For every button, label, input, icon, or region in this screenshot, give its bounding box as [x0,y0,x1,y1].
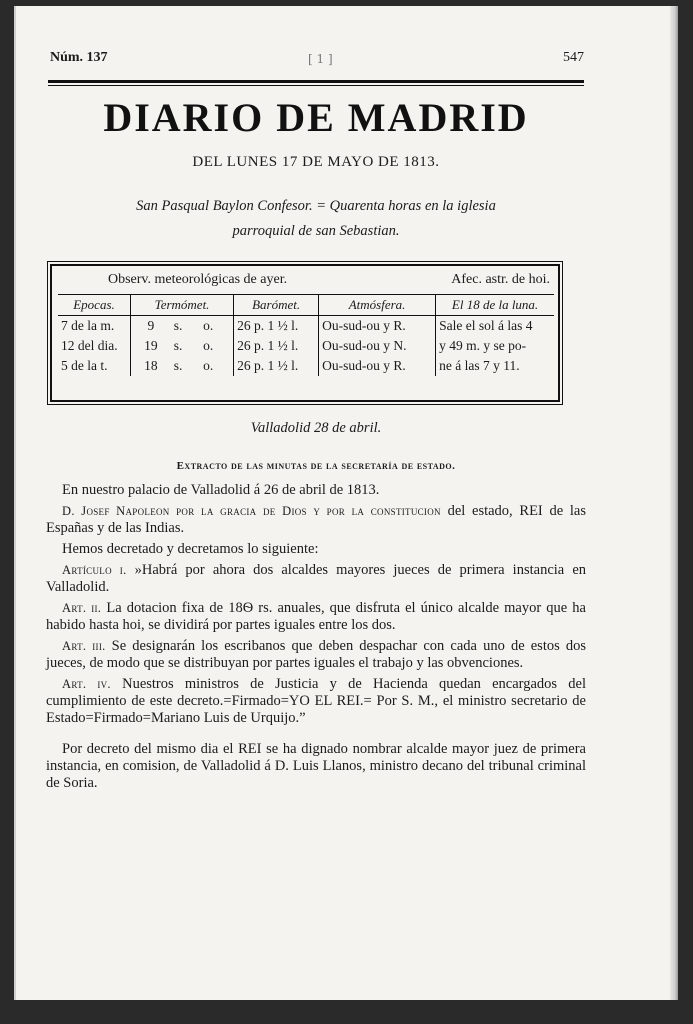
cell-scale: s. [173,358,183,373]
header-rule [48,80,584,86]
col-termometro: Termómet. [131,295,234,316]
king-title: D. Josef Napoleon por la gracia de Dios y por la constitucion [62,504,441,518]
cell-epoca: 12 del dia. [61,338,118,353]
cell-sign: o. [203,338,214,353]
cell-atmosphere: Ou-sud-ou y R. [319,316,436,337]
dateline-location: Valladolid 28 de abril. [250,420,382,436]
newspaper-page [14,6,678,1000]
cell-sign: o. [203,318,214,333]
table-row [58,356,554,376]
issue-number: Núm. 137 [50,50,108,65]
king-realm: del estado, REI de las Españas y de las Indias. [46,503,587,536]
weather-table [58,294,554,376]
page-number: 547 [563,50,584,65]
article-3-text: Se designarán los escribanos que deben despachar con cada uno de estos dos jueces, de modo que se distribuyan por partes iguales el trabajo y las obvenciones. [46,638,586,671]
article-4 [46,676,586,727]
table-row [58,336,554,356]
cell-temp: 9 [131,316,171,337]
article-body [46,482,586,796]
running-header [46,42,586,64]
cell-epoca: 7 de la m. [61,318,115,333]
paragraph-palace: En nuestro palacio de Valladolid á 26 de abril de 1813. [62,482,380,498]
cell-temp: 18 [131,356,171,376]
article-1 [46,562,586,596]
saint-of-day [46,194,586,244]
cell-epoca: 5 de la t. [61,358,108,373]
article-2-text: La dotacion fixa de 18Ѳ rs. anuales, que disfruta el único alcalde mayor que ha habido hasta hoi, se dividirá por partes iguales entre los dos. [46,600,586,633]
cell-astro: y 49 m. y se po- [436,336,554,356]
article-3 [46,638,586,672]
article-2-label: Art. ii. [62,601,102,615]
article-4-text: Nuestros ministros de Justicia y de Hacienda quedan encargados del cumplimiento de este decreto.=Firmado=YO EL REI.= Por S. M., el ministro secretario de Estado=Firmado=Mariano Luis de Urquijo.” [46,676,587,726]
col-luna: El 18 de la luna. [436,295,554,316]
cell-temp: 19 [131,336,171,356]
cell-barometer: 26 p. 1 ½ l. [234,356,319,376]
saint-line-2: parroquial de san Sebastian. [232,223,400,239]
col-atmosfera: Atmósfera. [319,295,436,316]
masthead-title: DIARIO DE MADRID [103,95,529,140]
cell-atmosphere: Ou-sud-ou y R. [319,356,436,376]
paragraph-decree: Hemos decretado y decretamos lo siguiente: [62,541,319,557]
article-2 [46,600,586,634]
paragraph-appointment: Por decreto del mismo dia el REI se ha dignado nombrar alcalde mayor juez de primera instancia, en comision, de Valladolid á D. Luis Llanos, ministro decano del tribunal criminal de Soria. [46,741,586,791]
cell-atmosphere: Ou-sud-ou y N. [319,336,436,356]
cell-scale: s. [173,318,183,333]
article-1-text: »Habrá por ahora dos alcaldes mayores jueces de primera instancia en Valladolid. [46,562,587,595]
article-1-label: Artículo i. [62,563,127,577]
col-barometro: Barómet. [234,295,319,316]
paragraph-king [46,503,586,537]
page-edge [670,6,678,1000]
extract-title: Extracto de las minutas de la secretaría de estado. [176,460,456,472]
table-row [58,316,554,337]
weather-heading-right: Afec. astr. de hoi. [451,272,550,287]
cell-sign: o. [203,358,214,373]
weather-heading-left: Observ. meteorológicas de ayer. [108,272,288,287]
cell-astro: Sale el sol á las 4 [436,316,554,337]
weather-header-row [58,295,554,316]
weather-heading [52,272,558,292]
cell-astro: ne á las 7 y 11. [436,356,554,376]
date-line: DEL LUNES 17 DE MAYO DE 1813. [192,154,440,170]
cell-scale: s. [173,338,183,353]
weather-table-box [50,264,560,402]
cell-barometer: 26 p. 1 ½ l. [234,336,319,356]
cell-barometer: 26 p. 1 ½ l. [234,316,319,337]
col-epocas: Epocas. [58,295,131,316]
article-3-label: Art. iii. [62,639,106,653]
article-4-label: Art. iv. [62,677,111,691]
saint-line-1: San Pasqual Baylon Confesor. = Quarenta horas en la iglesia [136,198,496,214]
center-mark: [ 1 ] [308,52,333,66]
